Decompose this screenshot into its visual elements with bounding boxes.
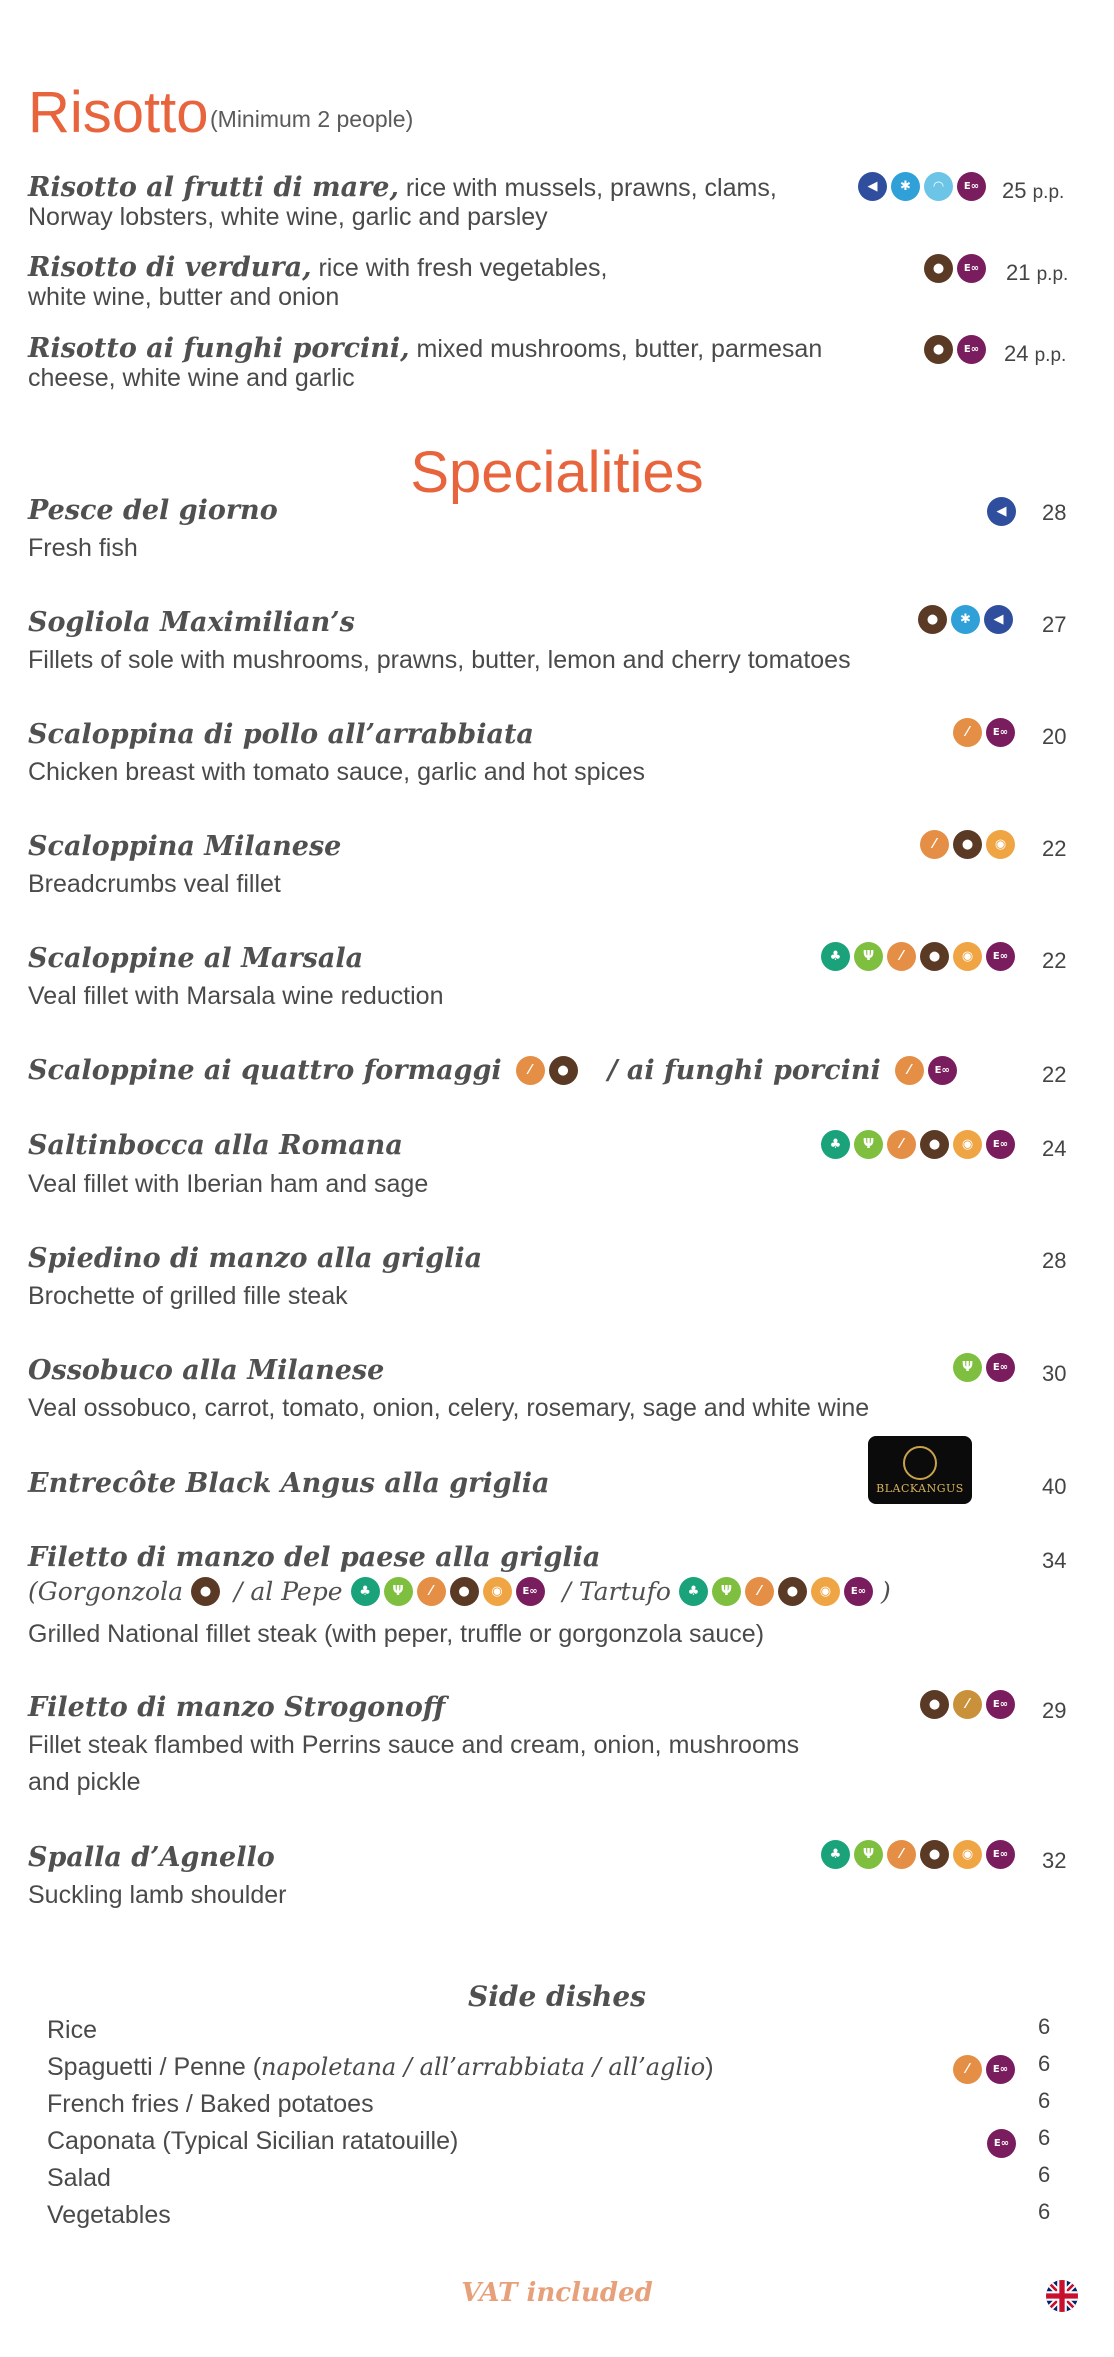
allergen-icons [895,1056,957,1085]
dish-desc: Breadcrumbs veal fillet [28,870,281,898]
price: 22 [1042,836,1067,861]
milk-icon: ● [920,942,949,971]
price: 6 [1038,2199,1051,2224]
sulphite-icon: E∞ [986,718,1015,747]
allergen-icons [679,1577,873,1606]
milk-icon: ● [191,1577,220,1606]
dish-name: Saltinbocca alla Romana [28,1130,403,1161]
sauce-option: ) [880,1577,891,1606]
price: 6 [1038,2014,1051,2039]
dish-name: Filetto di manzo del paese alla griglia [28,1542,601,1573]
milk-icon: ● [918,605,947,634]
soy-icon: ♣ [679,1577,708,1606]
sauce-option: / al Pepe [234,1577,343,1606]
celery-icon: Ψ [953,1353,982,1382]
soy-icon: ♣ [821,1130,850,1159]
dish-name: Risotto di verdura, [28,252,312,283]
price: 22 [1042,948,1067,973]
uk-flag-icon[interactable] [1046,2280,1078,2312]
side-item-label-end: ) [705,2053,714,2081]
vat-note: VAT included [461,2278,653,2308]
menu-item [28,172,777,232]
dish-name: Spalla d’Agnello [28,1842,275,1873]
celery-icon: Ψ [712,1577,741,1606]
dish-desc: rice with fresh vegetables, [311,254,608,282]
price: 40 [1042,1474,1067,1499]
allergen-icons [987,497,1016,526]
price: 27 [1042,612,1067,637]
dish-desc: Veal ossobuco, carrot, tomato, onion, celery, rosemary, sage and white wine [28,1394,870,1422]
soy-icon: ♣ [351,1577,380,1606]
sulphite-icon: E∞ [986,1130,1015,1159]
gluten-icon: ⁄ [887,1130,916,1159]
dish-name: Spiedino di manzo alla griglia [28,1243,483,1274]
dish-desc: mixed mushrooms, butter, parmesan [409,335,823,363]
lupin-icon: ⁄ [953,1690,982,1719]
dish-desc: Chicken breast with tomato sauce, garlic and hot spices [28,758,645,786]
price: 32 [1042,1848,1067,1873]
fish-icon: ◀ [858,172,887,201]
price: 28 [1042,1248,1067,1273]
allergen-icons [987,2129,1016,2158]
egg-icon: ◉ [483,1577,512,1606]
price-unit: p.p. [1034,345,1067,366]
price-value: 25 [1002,178,1027,203]
dish-desc: Norway lobsters, white wine, garlic and parsley [28,203,548,231]
price: 6 [1038,2162,1051,2187]
gluten-icon: ⁄ [887,942,916,971]
milk-icon: ● [920,1840,949,1869]
dish-name: / ai funghi porcini [607,1055,881,1086]
sulphite-icon: E∞ [986,942,1015,971]
allergen-icons [918,605,1013,634]
price: 6 [1038,2088,1051,2113]
egg-icon: ◉ [953,1130,982,1159]
sulphite-icon: E∞ [986,1353,1015,1382]
section-title-specialities: Specialities [410,440,704,505]
dish-name: Pesce del giorno [28,495,278,526]
sauce-option: / Tartufo [562,1577,671,1606]
angus-ring-icon [903,1446,937,1480]
section-title-risotto: Risotto [28,80,209,145]
dish-name: Filetto di manzo Strogonoff [28,1692,446,1723]
dish-name: Sogliola Maximilian’s [28,607,355,638]
price-value: 21 [1006,260,1031,285]
side-item: Vegetables [47,2201,171,2229]
sulphite-icon: E∞ [957,335,986,364]
milk-icon: ● [924,254,953,283]
side-item: Caponata (Typical Sicilian ratatouille) [47,2127,459,2155]
gluten-icon: ⁄ [417,1577,446,1606]
sauce-options [28,1577,891,1606]
allergen-icons [858,172,986,201]
sulphite-icon: E∞ [987,2129,1016,2158]
black-angus-logo [868,1436,972,1504]
dish-desc: Suckling lamb shoulder [28,1881,287,1909]
angus-logo-text: BLACKANGUS [876,1481,964,1495]
side-item-label: Spaguetti / Penne ( [47,2053,262,2081]
price: 22 [1042,1062,1067,1087]
price: 29 [1042,1698,1067,1723]
dish-name: Scaloppina di pollo all’arrabbiata [28,719,534,750]
allergen-icons [821,1840,1015,1869]
dish-name: Scaloppine ai quattro formaggi [28,1055,502,1086]
side-item-options: napoletana / all’arrabbiata / all’aglio [261,2053,706,2081]
price: 30 [1042,1361,1067,1386]
dish-name: Scaloppine al Marsala [28,943,364,974]
menu-item [28,252,608,312]
allergen-icons [953,1353,1015,1382]
gluten-icon: ⁄ [920,830,949,859]
side-item: Rice [47,2016,98,2044]
allergen-icons [953,718,1015,747]
gluten-icon: ⁄ [745,1577,774,1606]
sulphite-icon: E∞ [957,254,986,283]
egg-icon: ◉ [953,942,982,971]
dish-desc: Veal fillet with Iberian ham and sage [28,1170,429,1198]
sulphite-icon: E∞ [986,1840,1015,1869]
sulphite-icon: E∞ [986,2055,1015,2084]
celery-icon: Ψ [854,1130,883,1159]
gluten-icon: ⁄ [887,1840,916,1869]
milk-icon: ● [920,1690,949,1719]
celery-icon: Ψ [854,1840,883,1869]
soy-icon: ♣ [821,1840,850,1869]
price [1004,341,1066,367]
dish-desc: Brochette of grilled fille steak [28,1282,348,1310]
milk-icon: ● [920,1130,949,1159]
gluten-icon: ⁄ [516,1056,545,1085]
price-unit: p.p. [1032,182,1065,203]
crustacean-icon: ✱ [891,172,920,201]
soy-icon: ♣ [821,942,850,971]
dish-desc: Fresh fish [28,534,138,562]
side-item [47,2053,714,2082]
price: 6 [1038,2125,1051,2150]
gluten-icon: ⁄ [895,1056,924,1085]
sulphite-icon: E∞ [928,1056,957,1085]
dish-name: Scaloppina Milanese [28,831,342,862]
mollusc-icon: ◠ [924,172,953,201]
milk-icon: ● [924,335,953,364]
allergen-icons [351,1577,545,1606]
dish-desc: cheese, white wine and garlic [28,364,355,392]
dish-name: Ossobuco alla Milanese [28,1355,385,1386]
sulphite-icon: E∞ [957,172,986,201]
price: 24 [1042,1136,1067,1161]
egg-icon: ◉ [953,1840,982,1869]
milk-icon: ● [953,830,982,859]
dish-desc: white wine, butter and onion [28,283,340,311]
price: 6 [1038,2051,1051,2076]
dish-name: Risotto al frutti di mare, [28,172,399,203]
price-unit: p.p. [1036,264,1069,285]
risotto-note: (Minimum 2 people) [210,106,414,132]
milk-icon: ● [778,1577,807,1606]
gluten-icon: ⁄ [953,718,982,747]
side-item: Salad [47,2164,111,2192]
allergen-icons [821,1130,1015,1159]
dish-desc: and pickle [28,1768,141,1796]
allergen-icons [516,1056,578,1085]
milk-icon: ● [450,1577,479,1606]
price-value: 24 [1004,341,1029,366]
allergen-icons [920,1690,1015,1719]
celery-icon: Ψ [854,942,883,971]
allergen-icons [924,335,986,364]
menu-item [28,1055,957,1086]
milk-icon: ● [549,1056,578,1085]
sulphite-icon: E∞ [516,1577,545,1606]
egg-icon: ◉ [811,1577,840,1606]
price [1002,178,1064,204]
price: 28 [1042,500,1067,525]
sulphite-icon: E∞ [986,1690,1015,1719]
dish-desc: Grilled National fillet steak (with peper, truffle or gorgonzola sauce) [28,1620,765,1648]
allergen-icons [821,942,1015,971]
section-title-side-dishes: Side dishes [468,1980,646,2013]
price: 20 [1042,724,1067,749]
allergen-icons [920,830,1015,859]
menu-item [28,333,822,393]
price: 34 [1042,1548,1067,1573]
fish-icon: ◀ [987,497,1016,526]
dish-desc: Fillets of sole with mushrooms, prawns, butter, lemon and cherry tomatoes [28,646,851,674]
dish-desc: Fillet steak flambed with Perrins sauce and cream, onion, mushrooms [28,1731,800,1759]
dish-name: Risotto ai funghi porcini, [28,333,410,364]
fish-icon: ◀ [984,605,1013,634]
side-item: French fries / Baked potatoes [47,2090,374,2118]
crustacean-icon: ✱ [951,605,980,634]
dish-name: Entrecôte Black Angus alla griglia [28,1468,550,1499]
egg-icon: ◉ [986,830,1015,859]
celery-icon: Ψ [384,1577,413,1606]
gluten-icon: ⁄ [953,2055,982,2084]
dish-desc: Veal fillet with Marsala wine reduction [28,982,444,1010]
price [1006,260,1068,286]
allergen-icons [953,2055,1015,2084]
sauce-option: (Gorgonzola [28,1577,184,1606]
dish-desc: rice with mussels, prawns, clams, [398,174,777,202]
sulphite-icon: E∞ [844,1577,873,1606]
allergen-icons [924,254,986,283]
